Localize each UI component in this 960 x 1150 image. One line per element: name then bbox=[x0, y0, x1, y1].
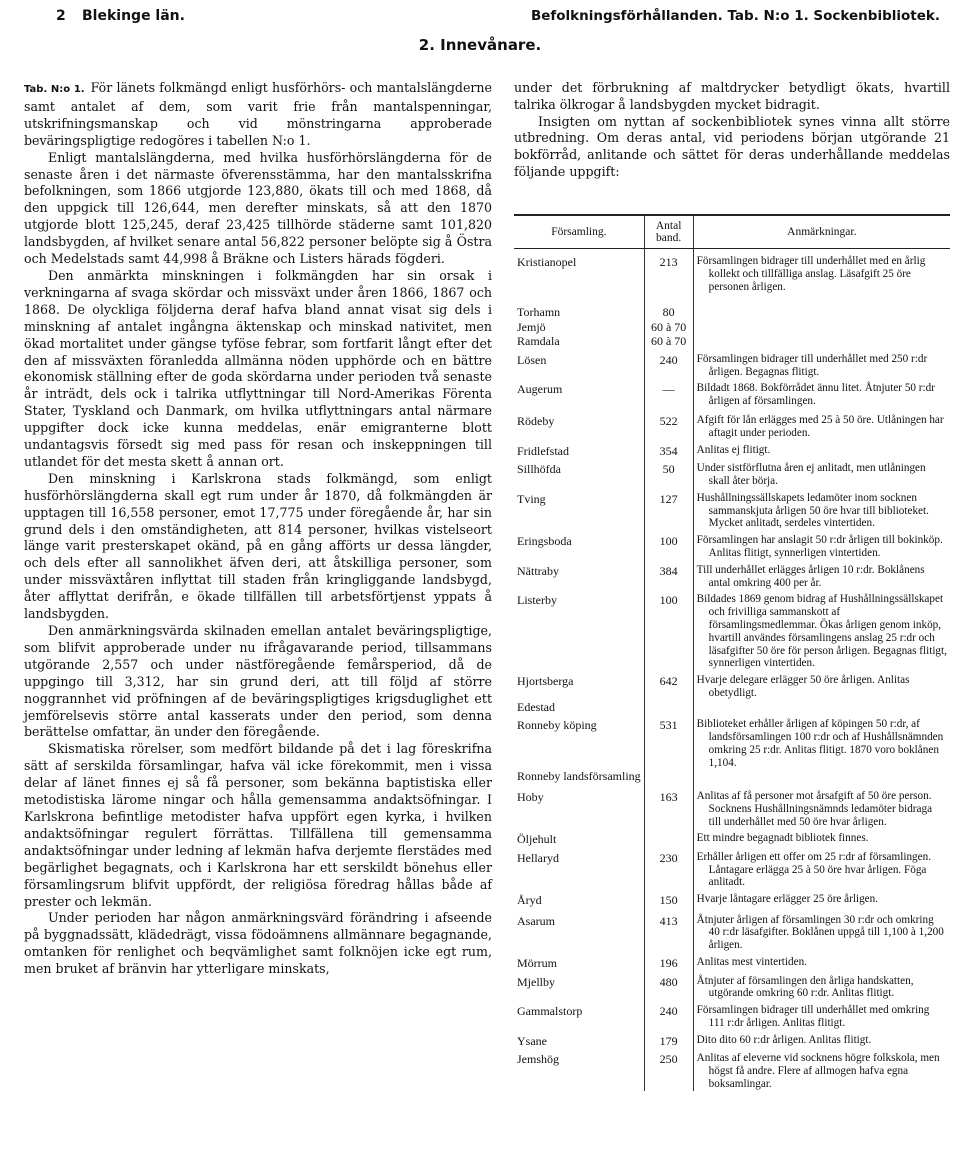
parish-name: Ramdala bbox=[517, 334, 560, 349]
parish-name: Nättraby bbox=[517, 563, 559, 578]
parish-name: Asarum bbox=[517, 913, 555, 928]
left-paragraph: Den anmärkta minskningen i folkmängden har sin orsak i verkningarna af svaga skördar och missväxt under åren 1866, 1867 och 1868. De olyckliga följderna deraf hafva bland annat visat sig dels i minskning af antalet ingångna äktenskap och minskad nativitet, men ökad mortalitet under gängse tyföse febrar, som fortfarit långt efter det den af missväxten föranledda allmänna nöden upphörde och en bättre ekonomisk ställning efter de goda skördarna under perioden två senaste år inträdt, dels ock i talrika utflyttningar till Nord-Amerikas Förenta Stater, Tyskland och Danmark, om hvilka utflyttningars antal närmare uppgifter dock icke kunna meddelas, enär emigranterne blott undantagsvis försedt sig med pass för resan och inskeppningen till utlandet för det mesta skett å annan ort. bbox=[24, 267, 492, 469]
remark-cell bbox=[693, 784, 950, 828]
library-table bbox=[514, 214, 950, 1091]
table-row bbox=[514, 714, 950, 769]
table-row bbox=[514, 1048, 950, 1090]
remark-cell bbox=[693, 320, 950, 335]
parish-name: Tving bbox=[517, 491, 546, 506]
volume-count: 100 bbox=[644, 589, 693, 670]
parish-name: Kristianopel bbox=[517, 255, 577, 269]
remark-cell bbox=[693, 769, 950, 784]
table-row bbox=[514, 334, 950, 349]
parish-name: Ronneby landsförsamling bbox=[517, 769, 641, 784]
parish-name: Gammalstorp bbox=[517, 1004, 583, 1019]
remark-text: Församlingen bidrager till underhållet med omkring 111 r:dr årligen. Anlitas flitigt. bbox=[696, 1004, 930, 1029]
header-right-title: Befolkningsförhållanden. Tab. N:o 1. Sockenbibliotek. bbox=[530, 8, 940, 24]
volume-count: 522 bbox=[644, 408, 693, 440]
remark-cell bbox=[693, 908, 950, 952]
parish-name: Hjortsberga bbox=[517, 674, 574, 689]
remark-cell bbox=[693, 488, 950, 530]
table-row bbox=[514, 952, 950, 971]
remark-text: Församlingen bidrager till underhållet med 250 r:dr årligen. Begagnas flitigt. bbox=[696, 352, 928, 378]
right-column-intro bbox=[514, 80, 950, 181]
remark-text: Ett mindre begagnadt bibliotek finnes. bbox=[696, 832, 869, 845]
remark-cell bbox=[693, 440, 950, 459]
parish-name: Jemjö bbox=[517, 319, 546, 334]
left-paragraph: Enligt mantalslängderna, med hvilka husförhörslängderna för de senaste åren i det närmaste öfverensstämma, har den mantalsskrifna befolkningen, som 1866 utgjorde 123,880, ökats till och med 1868, då den uppgick till 126,644, men derefter minskats, så att den 1870 utgjorde blott 125,245, deraf 23,425 tillhörde städerne samt 101,820 landsbygden, af hvilket senare antal 56,822 personer belöpte sig å Östra och Medelstads samt 44,998 å Bräkne och Listers härads fögderi. bbox=[24, 149, 492, 267]
remark-text: Bildadt 1868. Bokförrådet ännu litet. Åtnjuter 50 r:dr årligen af församlingen. bbox=[696, 382, 935, 408]
volume-count: 531 bbox=[644, 714, 693, 769]
remark-text: Församlingen bidrager till underhållet med en årlig kollekt och tillfälliga anslag. Läsafgift 25 öre personen årligen. bbox=[696, 255, 926, 293]
library-table-header bbox=[514, 215, 950, 249]
volume-count: 240 bbox=[644, 1000, 693, 1030]
table-row bbox=[514, 408, 950, 440]
parish-name: Ysane bbox=[517, 1033, 547, 1048]
remark-cell bbox=[693, 349, 950, 379]
right-paragraph: under det förbrukning af maltdrycker betydligt ökats, hvartill talrika ölkrogar å landsbygden mycket bidragit. bbox=[514, 80, 950, 112]
parish-name: Hellaryd bbox=[517, 850, 559, 865]
table-row bbox=[514, 530, 950, 560]
table-row bbox=[514, 769, 950, 784]
table-row bbox=[514, 847, 950, 889]
volume-count: 642 bbox=[644, 670, 693, 700]
volume-count: 60 à 70 bbox=[644, 334, 693, 349]
table-row bbox=[514, 320, 950, 335]
volume-count: 179 bbox=[644, 1030, 693, 1049]
volume-count: 60 à 70 bbox=[644, 320, 693, 335]
left-paragraph: Den anmärkningsvärda skilnaden emellan antalet beväringspligtige, som blifvit approberade under nu ifrågavarande period, tillsammans utgörande 2,557 och under nästföregående femårsperiod, då de uppgingo till 3,312, har sin grund deri, att till följd af större noggrannhet vid pröfningen af de beväringspligtiges krigsduglighet ett jemförelsevis större antal kasserats under den period, som denna berättelse omfattar, än under den föregående. bbox=[24, 623, 492, 740]
table-row bbox=[514, 971, 950, 1001]
table-row bbox=[514, 1000, 950, 1030]
table-row bbox=[514, 670, 950, 700]
parish-name: Augerum bbox=[517, 382, 563, 397]
right-paragraph: Insigten om nyttan af sockenbibliotek synes vinna allt större utbredning. Om deras antal, vid periodens början utgörande 21 bokförråd, anlitande och sättet för deras underhållande meddelas följande uppgift: bbox=[514, 113, 950, 179]
page-number: 2 bbox=[56, 8, 66, 24]
remark-text: Dito dito 60 r:dr årligen. Anlitas flitigt. bbox=[696, 1033, 872, 1046]
parish-name: Edestad bbox=[517, 699, 555, 714]
remark-cell bbox=[693, 889, 950, 908]
parish-name: Eringsboda bbox=[517, 534, 572, 549]
remark-cell bbox=[693, 971, 950, 1001]
remark-cell bbox=[693, 1030, 950, 1049]
parish-name: Lösen bbox=[517, 352, 547, 367]
column-header-parish: Församling. bbox=[514, 215, 644, 249]
remark-cell bbox=[693, 249, 950, 294]
remark-cell bbox=[693, 408, 950, 440]
remark-cell bbox=[693, 847, 950, 889]
volume-count: 250 bbox=[644, 1048, 693, 1090]
table-row bbox=[514, 440, 950, 459]
volume-count: 127 bbox=[644, 488, 693, 530]
left-paragraph: Under perioden har någon anmärkningsvärd förändring i afseende på byggnadssätt, klädedrägt, vissa födoämnens allmännare begagnande, omtanken för renlighet och beqvämlighet samt folknöjen icke egt rum, men bruket af bränvin har ytterligare minskats, bbox=[24, 910, 492, 977]
table-row bbox=[514, 700, 950, 715]
remark-text: Anlitas ej flitigt. bbox=[696, 443, 771, 456]
table-row bbox=[514, 908, 950, 952]
remark-cell bbox=[693, 293, 950, 320]
remark-text: Anlitas mest vintertiden. bbox=[696, 956, 807, 969]
column-header-remarks: Anmärkningar. bbox=[693, 215, 950, 249]
volume-count: 50 bbox=[644, 458, 693, 488]
volume-count: 384 bbox=[644, 560, 693, 590]
remark-cell bbox=[693, 1000, 950, 1030]
table-row bbox=[514, 293, 950, 320]
remark-text: Afgift för lån erlägges med 25 à 50 öre. Utlåningen har aftagit under perioden. bbox=[696, 414, 944, 439]
remark-text: Under sistförflutna åren ej anlitadt, men utlåningen skall åter börja. bbox=[696, 462, 926, 487]
parish-name: Torhamn bbox=[517, 305, 561, 320]
table-row bbox=[514, 589, 950, 670]
parish-name: Mörrum bbox=[517, 956, 557, 971]
remark-text: Åtnjuter af församlingen den årliga handskatten, utgörande omkring 60 r:dr. Anlitas flitigt. bbox=[696, 974, 914, 1000]
parish-name: Sillhöfda bbox=[517, 462, 561, 477]
remark-cell bbox=[693, 334, 950, 349]
table-row bbox=[514, 488, 950, 530]
remark-text: Bildades 1869 genom bidrag af Hushållningssällskapet och frivilliga sammanskott af församlingsmedlemmar. Ökas årligen genom inköp, hvartill användes församlingens anslag 25 r:dr och läsafgifter 50 öre för person årligen. Begagnas flitigt, synnerligen vintertiden. bbox=[696, 593, 947, 670]
remark-text: Församlingen har anslagit 50 r:dr årligen till bokinköp. Anlitas flitigt, synnerligen vintertiden. bbox=[696, 534, 943, 559]
remark-text: Biblioteket erhåller årligen af köpingen 50 r:dr, af landsförsamlingen 100 r:dr och af Hushållsnämnden omkring 25 r:dr. Anlitas flitigt. 1870 voro boklånen 1,104. bbox=[696, 718, 944, 769]
section-title: 2. Innevånare. bbox=[418, 36, 542, 54]
volume-count: 100 bbox=[644, 530, 693, 560]
header-left-title: Blekinge län. bbox=[82, 8, 185, 24]
parish-name: Listerby bbox=[517, 593, 557, 608]
left-paragraph: Tab. N:o 1. För länets folkmängd enligt husförhörs- och mantalslängderne samt antalet af dem, som varit frie från mantalspenningar, utskrifningsmanskap och vid mönstringarna approberade beväringspligtige redogöres i tabellen N:o 1. bbox=[24, 80, 492, 148]
table-row bbox=[514, 889, 950, 908]
volume-count: — bbox=[644, 378, 693, 408]
volume-count bbox=[644, 828, 693, 847]
remark-text: Anlitas af få personer mot årsafgift af 50 öre person. Socknens Hushållningsnämnds ledamöter bidraga till underhållet med 50 öre hvar årligen. bbox=[696, 789, 933, 828]
table-row bbox=[514, 1030, 950, 1049]
volume-count bbox=[644, 700, 693, 715]
remark-text: Erhåller årligen ett offer om 25 r:dr af församlingen. Låntagare erlägga 25 à 50 öre hvar årligen. Föga anlitadt. bbox=[696, 850, 931, 889]
table-row bbox=[514, 784, 950, 828]
remark-text: Hvarje låntagare erlägger 25 öre årligen. bbox=[696, 893, 879, 906]
volume-count: 480 bbox=[644, 971, 693, 1001]
remark-cell bbox=[693, 714, 950, 769]
remark-cell bbox=[693, 828, 950, 847]
table-row bbox=[514, 560, 950, 590]
table-row bbox=[514, 828, 950, 847]
parish-name: Fridlefstad bbox=[517, 443, 569, 458]
left-paragraph: Skismatiska rörelser, som medfört bildande på det i lag föreskrifna sätt af serskilda församlingar, hafva väl icke förekommit, men i vissa delar af länet finnes ej så få personer, som bekänna baptistiska eller metodistiska lärome ningar och hålla gemensamma andaktsöfningar. I Karlskrona befintlige metodister hafva uppfört egen kyrka, i hvilken andaktsöfningar regulert förrättas. Tillfällena till gemensamma andaktsöfningar under ledning af lekmän hafva derjemte flerstädes med begärlighet begagnats, och i Karlskrona har ett serskildt bönehus eller församlingsrum blifvit uppfördt, der religiösa föredrag hållas både af prester och lekmän. bbox=[24, 741, 492, 909]
table-row bbox=[514, 349, 950, 379]
remark-cell bbox=[693, 458, 950, 488]
table-row bbox=[514, 249, 950, 294]
table-row bbox=[514, 458, 950, 488]
remark-text: Anlitas af eleverne vid socknens högre folkskola, men högst få andre. Flere af allmogen hafva egna boksamlingar. bbox=[696, 1052, 940, 1090]
volume-count: 354 bbox=[644, 440, 693, 459]
column-header-volumes: Antal band. bbox=[644, 215, 693, 249]
left-column bbox=[24, 80, 492, 978]
volume-count bbox=[644, 769, 693, 784]
remark-cell bbox=[693, 530, 950, 560]
remark-cell bbox=[693, 670, 950, 700]
parish-name: Ronneby köping bbox=[517, 718, 597, 733]
remark-cell bbox=[693, 378, 950, 408]
remark-text: Till underhållet erlägges årligen 10 r:dr. Boklånens antal omkring 400 per år. bbox=[696, 563, 925, 589]
remark-cell bbox=[693, 560, 950, 590]
page-header bbox=[0, 8, 960, 28]
parish-name: Mjellby bbox=[517, 974, 555, 989]
parish-name: Hoby bbox=[517, 789, 544, 804]
volume-count: 196 bbox=[644, 952, 693, 971]
remark-cell bbox=[693, 589, 950, 670]
volume-count: 163 bbox=[644, 784, 693, 828]
remark-text: Åtnjuter årligen af församlingen 30 r:dr och omkring 40 r:dr läsafgifter. Boklånen uppgå till 1,100 à 1,200 årligen. bbox=[696, 913, 944, 952]
volume-count: 240 bbox=[644, 349, 693, 379]
volume-count: 213 bbox=[644, 249, 693, 294]
volume-count: 150 bbox=[644, 889, 693, 908]
remark-cell bbox=[693, 1048, 950, 1090]
parish-name: Öljehult bbox=[517, 832, 557, 847]
table-reference-label: Tab. N:o 1. bbox=[24, 84, 85, 95]
table-row bbox=[514, 378, 950, 408]
parish-name: Rödeby bbox=[517, 414, 555, 429]
left-paragraph: Den minskning i Karlskrona stads folkmängd, som enligt husförhörslängderna skall egt rum under år 1870, då folkmängden är upptagen till 16,558 personer, emot 17,775 under föregående år, har sin grund dels i den omständigheten, att 814 personer, hvilkas vistelseort länge varit presterskapet okänd, på en gång afförts ur dessa längder, och dels efter all sannolikhet äfven deri, att åtskilliga personer, som under missväxtåren inflyttat till staden från kringliggande landsbygd, åter afflyttat derifrån, e ökade tillfällen till arbetsförtjenst yppats å landsbygden. bbox=[24, 470, 492, 622]
volume-count: 80 bbox=[644, 293, 693, 320]
remark-text: Hvarje delegare erlägger 50 öre årligen. Anlitas obetydligt. bbox=[696, 674, 910, 699]
parish-name: Jemshög bbox=[517, 1052, 559, 1067]
volume-count: 230 bbox=[644, 847, 693, 889]
volume-count: 413 bbox=[644, 908, 693, 952]
parish-name: Åryd bbox=[517, 893, 542, 908]
remark-cell bbox=[693, 952, 950, 971]
remark-cell bbox=[693, 700, 950, 715]
remark-text: Hushållningssällskapets ledamöter inom socknen sammanskjuta årligen 50 öre hvar till biblioteket. Mycket anlitadt, serdeles vintertiden. bbox=[696, 491, 929, 530]
